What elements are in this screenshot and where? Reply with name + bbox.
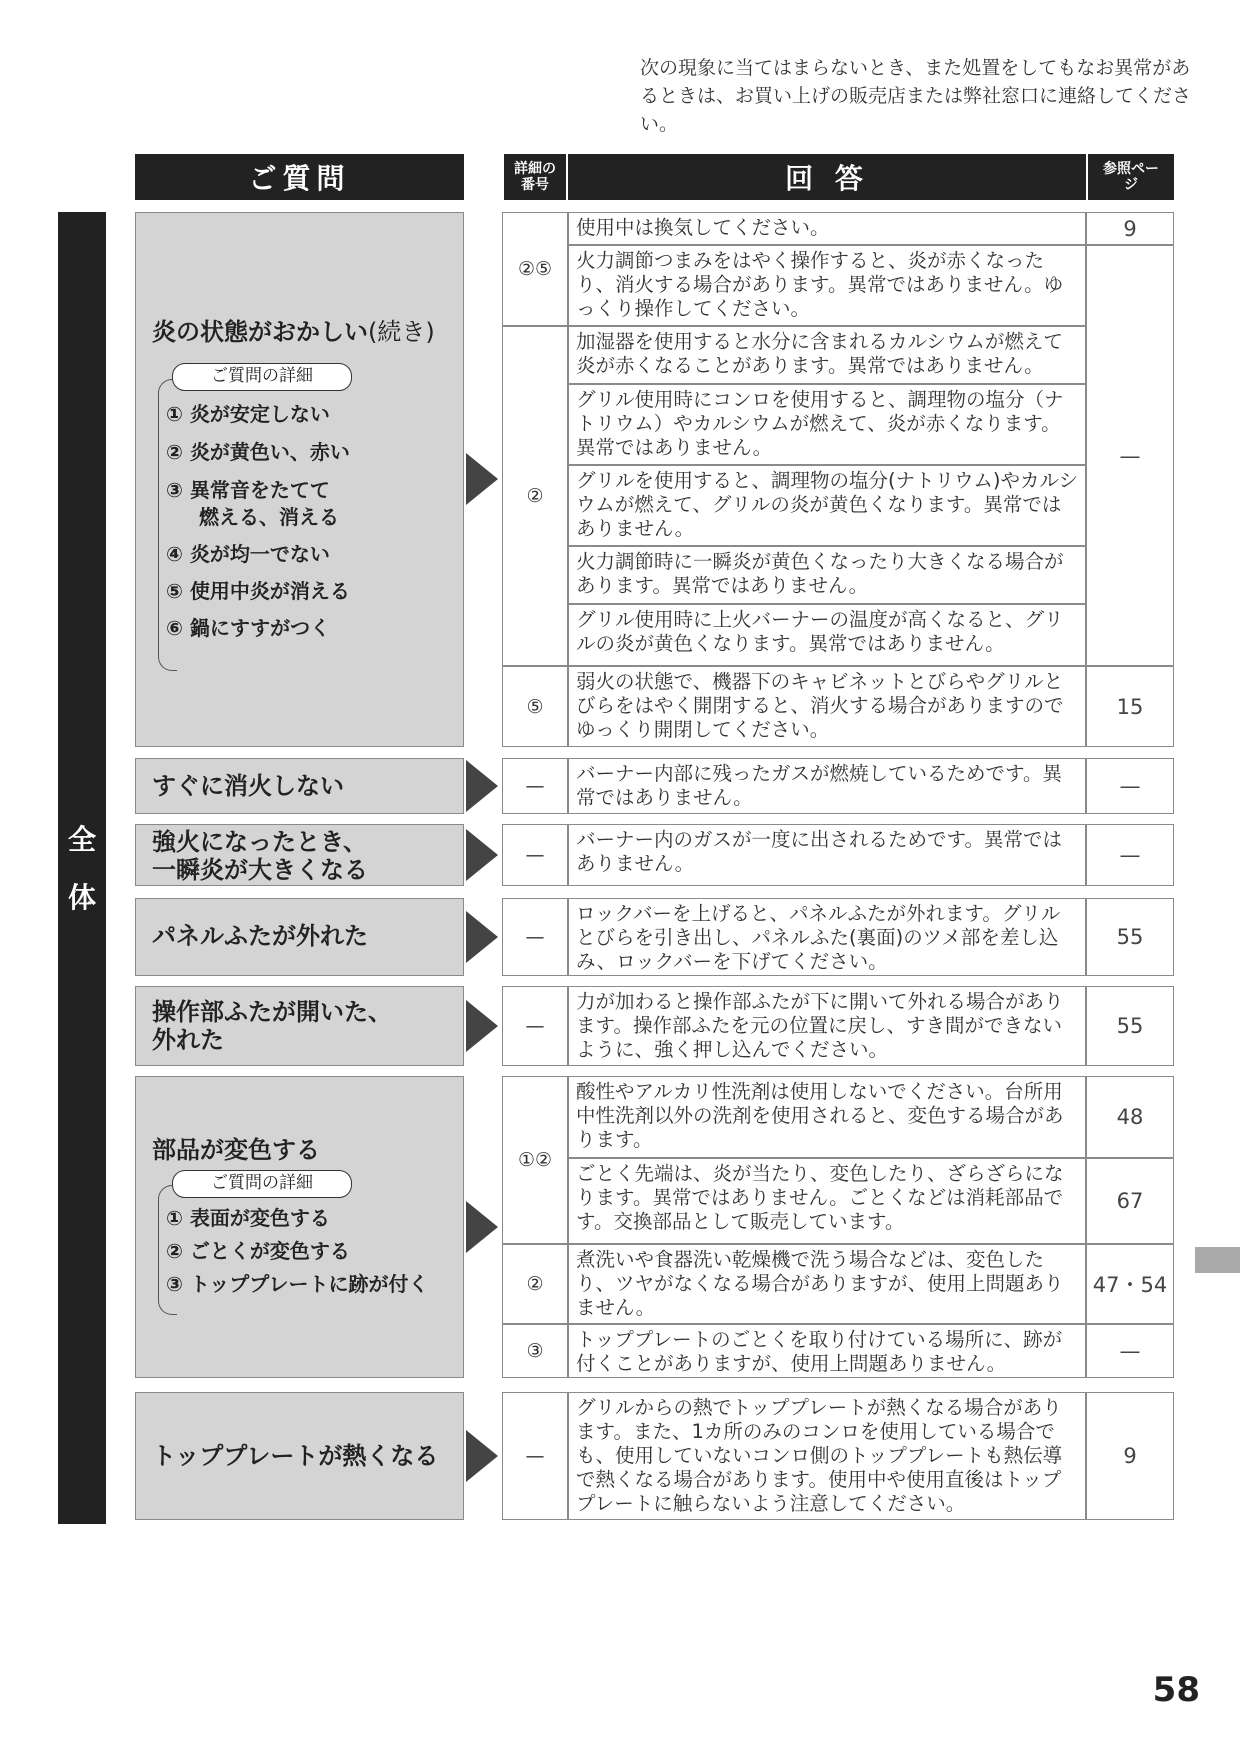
ref-page: — <box>1086 758 1174 814</box>
arrow-icon <box>466 829 498 881</box>
detail-number: ② <box>502 326 568 666</box>
detail-item: ⑥ 鍋にすすがつく <box>166 616 331 640</box>
arrow-icon <box>466 760 498 812</box>
detail-item: 燃える、消える <box>199 505 339 529</box>
answer-text: 力が加わると操作部ふたが下に開いて外れる場合があります。操作部ふたを元の位置に戻し、すき間ができないように、強く押し込んでください。 <box>568 986 1086 1066</box>
question-title: 炎の状態がおかしい(続き) <box>152 318 435 346</box>
ref-page: 55 <box>1086 898 1174 976</box>
answer-text: 火力調節つまみをはやく操作すると、炎が赤くなったり、消火する場合があります。異常ではありません。ゆっくり操作してください。 <box>568 245 1086 326</box>
answer-text: トッププレートのごとくを取り付けている場所に、跡が付くことがありますが、使用上問題ありません。 <box>568 1324 1086 1378</box>
header-question: ご質問 <box>135 154 464 200</box>
ref-page: 48 <box>1086 1076 1174 1158</box>
detail-tag: ご質問の詳細 <box>172 1170 352 1198</box>
sidebar-char-1: 全 <box>67 823 96 856</box>
question-title-line2: 一瞬炎が大きくなる <box>152 856 368 884</box>
detail-item: ② 炎が黄色い、赤い <box>166 440 350 464</box>
question-box-top-plate-hot <box>135 1392 464 1520</box>
intro-text: 次の現象に当てはまらないとき、また処置をしてもなお異常があるときは、お買い上げの販売店または弊社窓口に連絡してください。 <box>640 57 1192 135</box>
ref-page: 9 <box>1086 1392 1174 1520</box>
arrow-icon <box>466 1201 498 1253</box>
question-title: パネルふたが外れた <box>152 922 368 950</box>
section-tab <box>1195 1247 1240 1273</box>
question-box-flame-burst <box>135 824 464 886</box>
header-detail-no: 詳細の番号 <box>504 154 566 200</box>
answer-text: グリル使用時にコンロを使用すると、調理物の塩分（ナトリウム）やカルシウムが燃えて、炎が赤くなります。異常ではありません。 <box>568 384 1086 465</box>
detail-item: ③ トッププレートに跡が付く <box>166 1272 429 1296</box>
detail-item: ⑤ 使用中炎が消える <box>166 579 350 603</box>
ref-page: — <box>1086 824 1174 886</box>
arrow-icon <box>466 911 498 963</box>
detail-number: — <box>502 824 568 886</box>
question-box-no-extinguish <box>135 758 464 814</box>
question-box-panel-cover <box>135 898 464 976</box>
question-box-control-cover <box>135 986 464 1066</box>
answer-text: グリルからの熱でトッププレートが熱くなる場合があります。また、1カ所のみのコンロを使用している場合でも、使用していないコンロ側のトッププレートも熱伝導で熱くなる場合があります。使用中や使用直後はトッププレートに触らないよう注意してください。 <box>568 1392 1086 1520</box>
answer-text: ごとく先端は、炎が当たり、変色したり、ざらざらになります。異常ではありません。ごとくなどは消耗部品です。交換部品として販売しています。 <box>568 1158 1086 1244</box>
question-title: トッププレートが熱くなる <box>152 1442 439 1470</box>
detail-number: — <box>502 1392 568 1520</box>
answer-text: ロックバーを上げると、パネルふたが外れます。グリルとびらを引き出し、パネルふた(裏面)のツメ部を差し込み、ロックバーを下げてください。 <box>568 898 1086 976</box>
detail-tag: ご質問の詳細 <box>172 363 352 391</box>
answer-text: 酸性やアルカリ性洗剤は使用しないでください。台所用中性洗剤以外の洗剤を使用されると、変色する場合があります。 <box>568 1076 1086 1158</box>
question-title-line1: 強火になったとき、 <box>152 828 368 856</box>
question-title-line1: 操作部ふたが開いた、 <box>152 998 392 1026</box>
detail-item: ② ごとくが変色する <box>166 1239 350 1263</box>
detail-item: ① 炎が安定しない <box>166 402 330 426</box>
answer-text: グリルを使用すると、調理物の塩分(ナトリウム)やカルシウムが燃えて、グリルの炎が黄色くなります。異常ではありません。 <box>568 465 1086 546</box>
question-box-discoloration <box>135 1076 464 1378</box>
ref-page: — <box>1086 1324 1174 1378</box>
detail-number: ② <box>502 1244 568 1324</box>
arrow-icon <box>466 453 498 505</box>
detail-item: ④ 炎が均一でない <box>166 542 330 566</box>
answer-text: 使用中は換気してください。 <box>568 212 1086 245</box>
ref-page: 47・54 <box>1086 1244 1174 1324</box>
answer-text: バーナー内部に残ったガスが燃焼しているためです。異常ではありません。 <box>568 758 1086 814</box>
answer-text: グリル使用時に上火バーナーの温度が高くなると、グリルの炎が黄色くなります。異常ではありません。 <box>568 604 1086 666</box>
section-sidebar <box>58 212 106 1524</box>
detail-number: ③ <box>502 1324 568 1378</box>
question-box-flame-state <box>135 212 464 747</box>
ref-page: — <box>1086 245 1174 666</box>
answer-text: 火力調節時に一瞬炎が黄色くなったり大きくなる場合があります。異常ではありません。 <box>568 546 1086 604</box>
answer-text: 加湿器を使用すると水分に含まれるカルシウムが燃えて炎が赤くなることがあります。異常ではありません。 <box>568 326 1086 384</box>
header-answer: 回 答 <box>568 154 1086 200</box>
question-title-line2: 外れた <box>152 1026 224 1054</box>
answer-text: バーナー内のガスが一度に出されるためです。異常ではありません。 <box>568 824 1086 886</box>
arrow-icon <box>466 1430 498 1482</box>
detail-item: ③ 異常音をたてて <box>166 478 330 502</box>
ref-page: 67 <box>1086 1158 1174 1244</box>
arrow-icon <box>466 1000 498 1052</box>
ref-page: 9 <box>1086 212 1174 245</box>
ref-page: 55 <box>1086 986 1174 1066</box>
page-number: 58 <box>1152 1670 1200 1710</box>
question-title: すぐに消火しない <box>152 772 344 800</box>
detail-number: — <box>502 898 568 976</box>
header-ref-page: 参照ページ <box>1088 154 1174 200</box>
detail-number: ⑤ <box>502 666 568 747</box>
ref-page: 15 <box>1086 666 1174 747</box>
answer-text: 弱火の状態で、機器下のキャビネットとびらやグリルとびらをはやく開閉すると、消火する場合がありますのでゆっくり開閉してください。 <box>568 666 1086 747</box>
detail-number: ①② <box>502 1076 568 1244</box>
question-title: 部品が変色する <box>152 1136 320 1164</box>
detail-number: — <box>502 758 568 814</box>
sidebar-char-2: 体 <box>67 881 96 914</box>
detail-number: — <box>502 986 568 1066</box>
answer-text: 煮洗いや食器洗い乾燥機で洗う場合などは、変色したり、ツヤがなくなる場合がありますが、使用上問題ありません。 <box>568 1244 1086 1324</box>
detail-item: ① 表面が変色する <box>166 1206 330 1230</box>
detail-number: ②⑤ <box>502 212 568 326</box>
